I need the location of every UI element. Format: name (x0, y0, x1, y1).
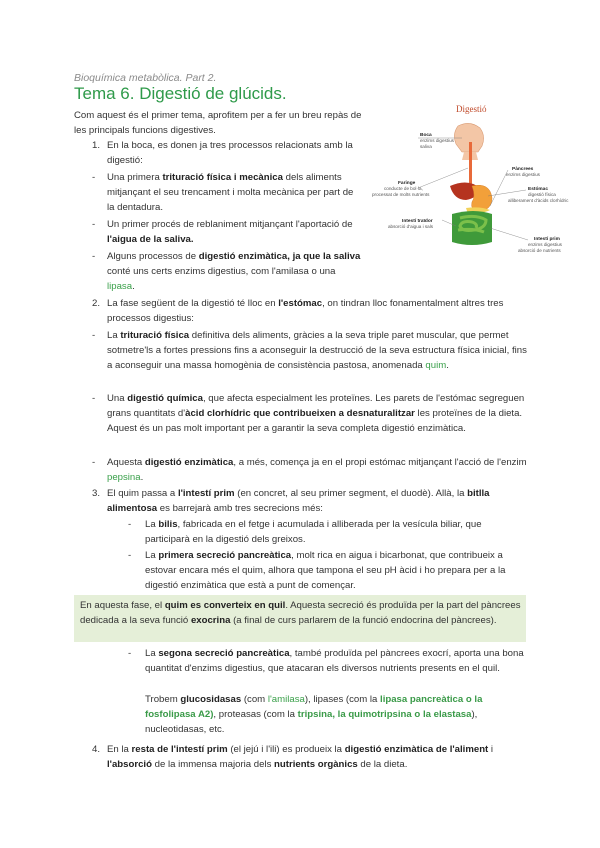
label-estomac-1: digestió física (528, 192, 556, 197)
label-boca-title: Boca (420, 133, 432, 138)
section-2-lead: La fase següent de la digestió té lloc en l'estómac, on tindran lloc fonamentalment altres tres processos digestius: (107, 298, 504, 324)
label-intesti-title: Intestí traïdor (402, 219, 433, 224)
section-1-bullet-1: Una primera trituració física i mecànica dels aliments mitjançant el seu trencament i molta mecànica per part de la dentadura. (107, 172, 354, 213)
digestive-system-diagram (358, 98, 584, 262)
bullet-dash: - (92, 219, 96, 230)
document-subtitle: Bioquímica metabòlica. Part 2. (74, 72, 217, 84)
bullet-dash: - (92, 457, 96, 468)
label-pancreas-1: enzims digestius (506, 172, 540, 177)
diagram-title: Digestió (456, 104, 487, 114)
section-3-bullet-2: La primera secreció pancreàtica, molt rica en aigua i bicarbonat, que contribueix a estovar encara més el quim, alhora que tampona el seu pH àcid i ho prepara per a la digestió enzimàtica que està a punt de començar. (145, 550, 506, 591)
bullet-dash: - (92, 251, 96, 262)
label-pancreas-title: Pàncrees (512, 167, 534, 172)
label-prim-title: Intestí prim (534, 237, 560, 242)
label-faringe-1: conducte de bol·la, (384, 186, 423, 191)
section-3-bullet-3: La segona secreció pancreàtica, també produïda pel pàncrees exocrí, aporta una bona quantitat d'enzims digestius, que atacaran els diversos nutrients presents en el quil. (145, 648, 524, 674)
bullet-dash: - (128, 648, 132, 659)
section-1-bullet-3: Alguns processos de digestió enzimàtica, ja que la saliva conté uns certs enzims digestius, com l'amilasa o una lipasa. (107, 251, 361, 292)
label-prim-1: enzims digestius (528, 242, 562, 247)
label-estomac-title: Estómac (528, 187, 548, 192)
label-boca-1: enzims digestius (420, 138, 454, 143)
bullet-dash: - (92, 172, 96, 183)
body-illustration (450, 123, 492, 245)
section-2-bullet-1: La trituració física definitiva dels aliments, gràcies a la seva triple paret muscular, que permet sotmetre'ls a fortes pressions fins a aconseguir la destrucció de la seva estructura física inicial, fins a aconseguir una massa homogènia de consistència pastosa, anomenada quim. (107, 330, 527, 371)
bullet-dash: - (92, 330, 96, 341)
list-number-1: 1. (92, 140, 101, 151)
label-boca-2: saliva (420, 144, 432, 149)
label-estomac-2: alliberament d'àcids clorhídric (508, 198, 569, 203)
section-3-lead: El quim passa a l'intestí prim (en concret, al seu primer segment, el duodè). Allà, la bitlla alimentosa es barrejarà amb tres secrecions més: (107, 488, 490, 514)
label-faringe-title: Faringe (398, 181, 416, 186)
bullet-dash: - (128, 519, 132, 530)
section-4: En la resta de l'intestí prim (el jejú i l'ili) es produeix la digestió enzimàtica de l'aliment i l'absorció de la immensa majoria dels nutrients orgànics de la dieta. (107, 744, 494, 770)
bullet-dash: - (92, 393, 96, 404)
label-prim-2: absorció de nutrients (518, 248, 561, 253)
list-number-3: 3. (92, 488, 101, 499)
section-3-bullet-1: La bilis, fabricada en el fetge i acumulada i alliberada per la vesícula biliar, que participarà en la digestió dels greixos. (145, 519, 482, 545)
section-3-enzymes: Trobem glucosidasas (com l'amilasa), lipases (com la lipasa pancreàtica o la fosfolipasa A2), proteasas (com la tripsina, la quimotripsina o la elastasa), nucleotidasas, etc. (145, 694, 483, 735)
list-number-2: 2. (92, 298, 101, 309)
label-intesti-1: absorció d'aigua i sals (388, 224, 434, 229)
page-title: Tema 6. Digestió de glúcids. (74, 84, 287, 103)
intro-paragraph: Com aquest és el primer tema, aprofitem per a fer un breu repàs de les principals funcions digestives. (74, 110, 362, 136)
label-faringe-2: processat de molts nutrients (372, 192, 430, 197)
section-1-bullet-2: Un primer procés de reblaniment mitjançant l'aportació de l'aigua de la saliva. (107, 219, 353, 245)
section-2-bullet-2: Una digestió química, que afecta especialment les proteïnes. Les parets de l'estómac segreguen grans quantitats d'àcid clorhídric que contribueixen a desnaturalitzar les proteïnes de la dieta. Aquest és un pas molt important per a garantir la seva completa digestió enzimàtica. (107, 393, 525, 434)
section-1-lead: En la boca, es donen ja tres processos relacionats amb la digestió: (107, 140, 353, 166)
list-number-4: 4. (92, 744, 101, 755)
bullet-dash: - (128, 550, 132, 561)
section-2-bullet-3: Aquesta digestió enzimàtica, a més, comença ja en el propi estómac mitjançant l'acció de l'enzim pepsina. (107, 457, 527, 483)
highlight-note-text: En aquesta fase, el quim es converteix en quil. Aquesta secreció és produïda per la part del pàncrees dedicada a la seva funció exocrina (a final de curs parlarem de la funció endocrina del pàncrees). (80, 600, 521, 626)
